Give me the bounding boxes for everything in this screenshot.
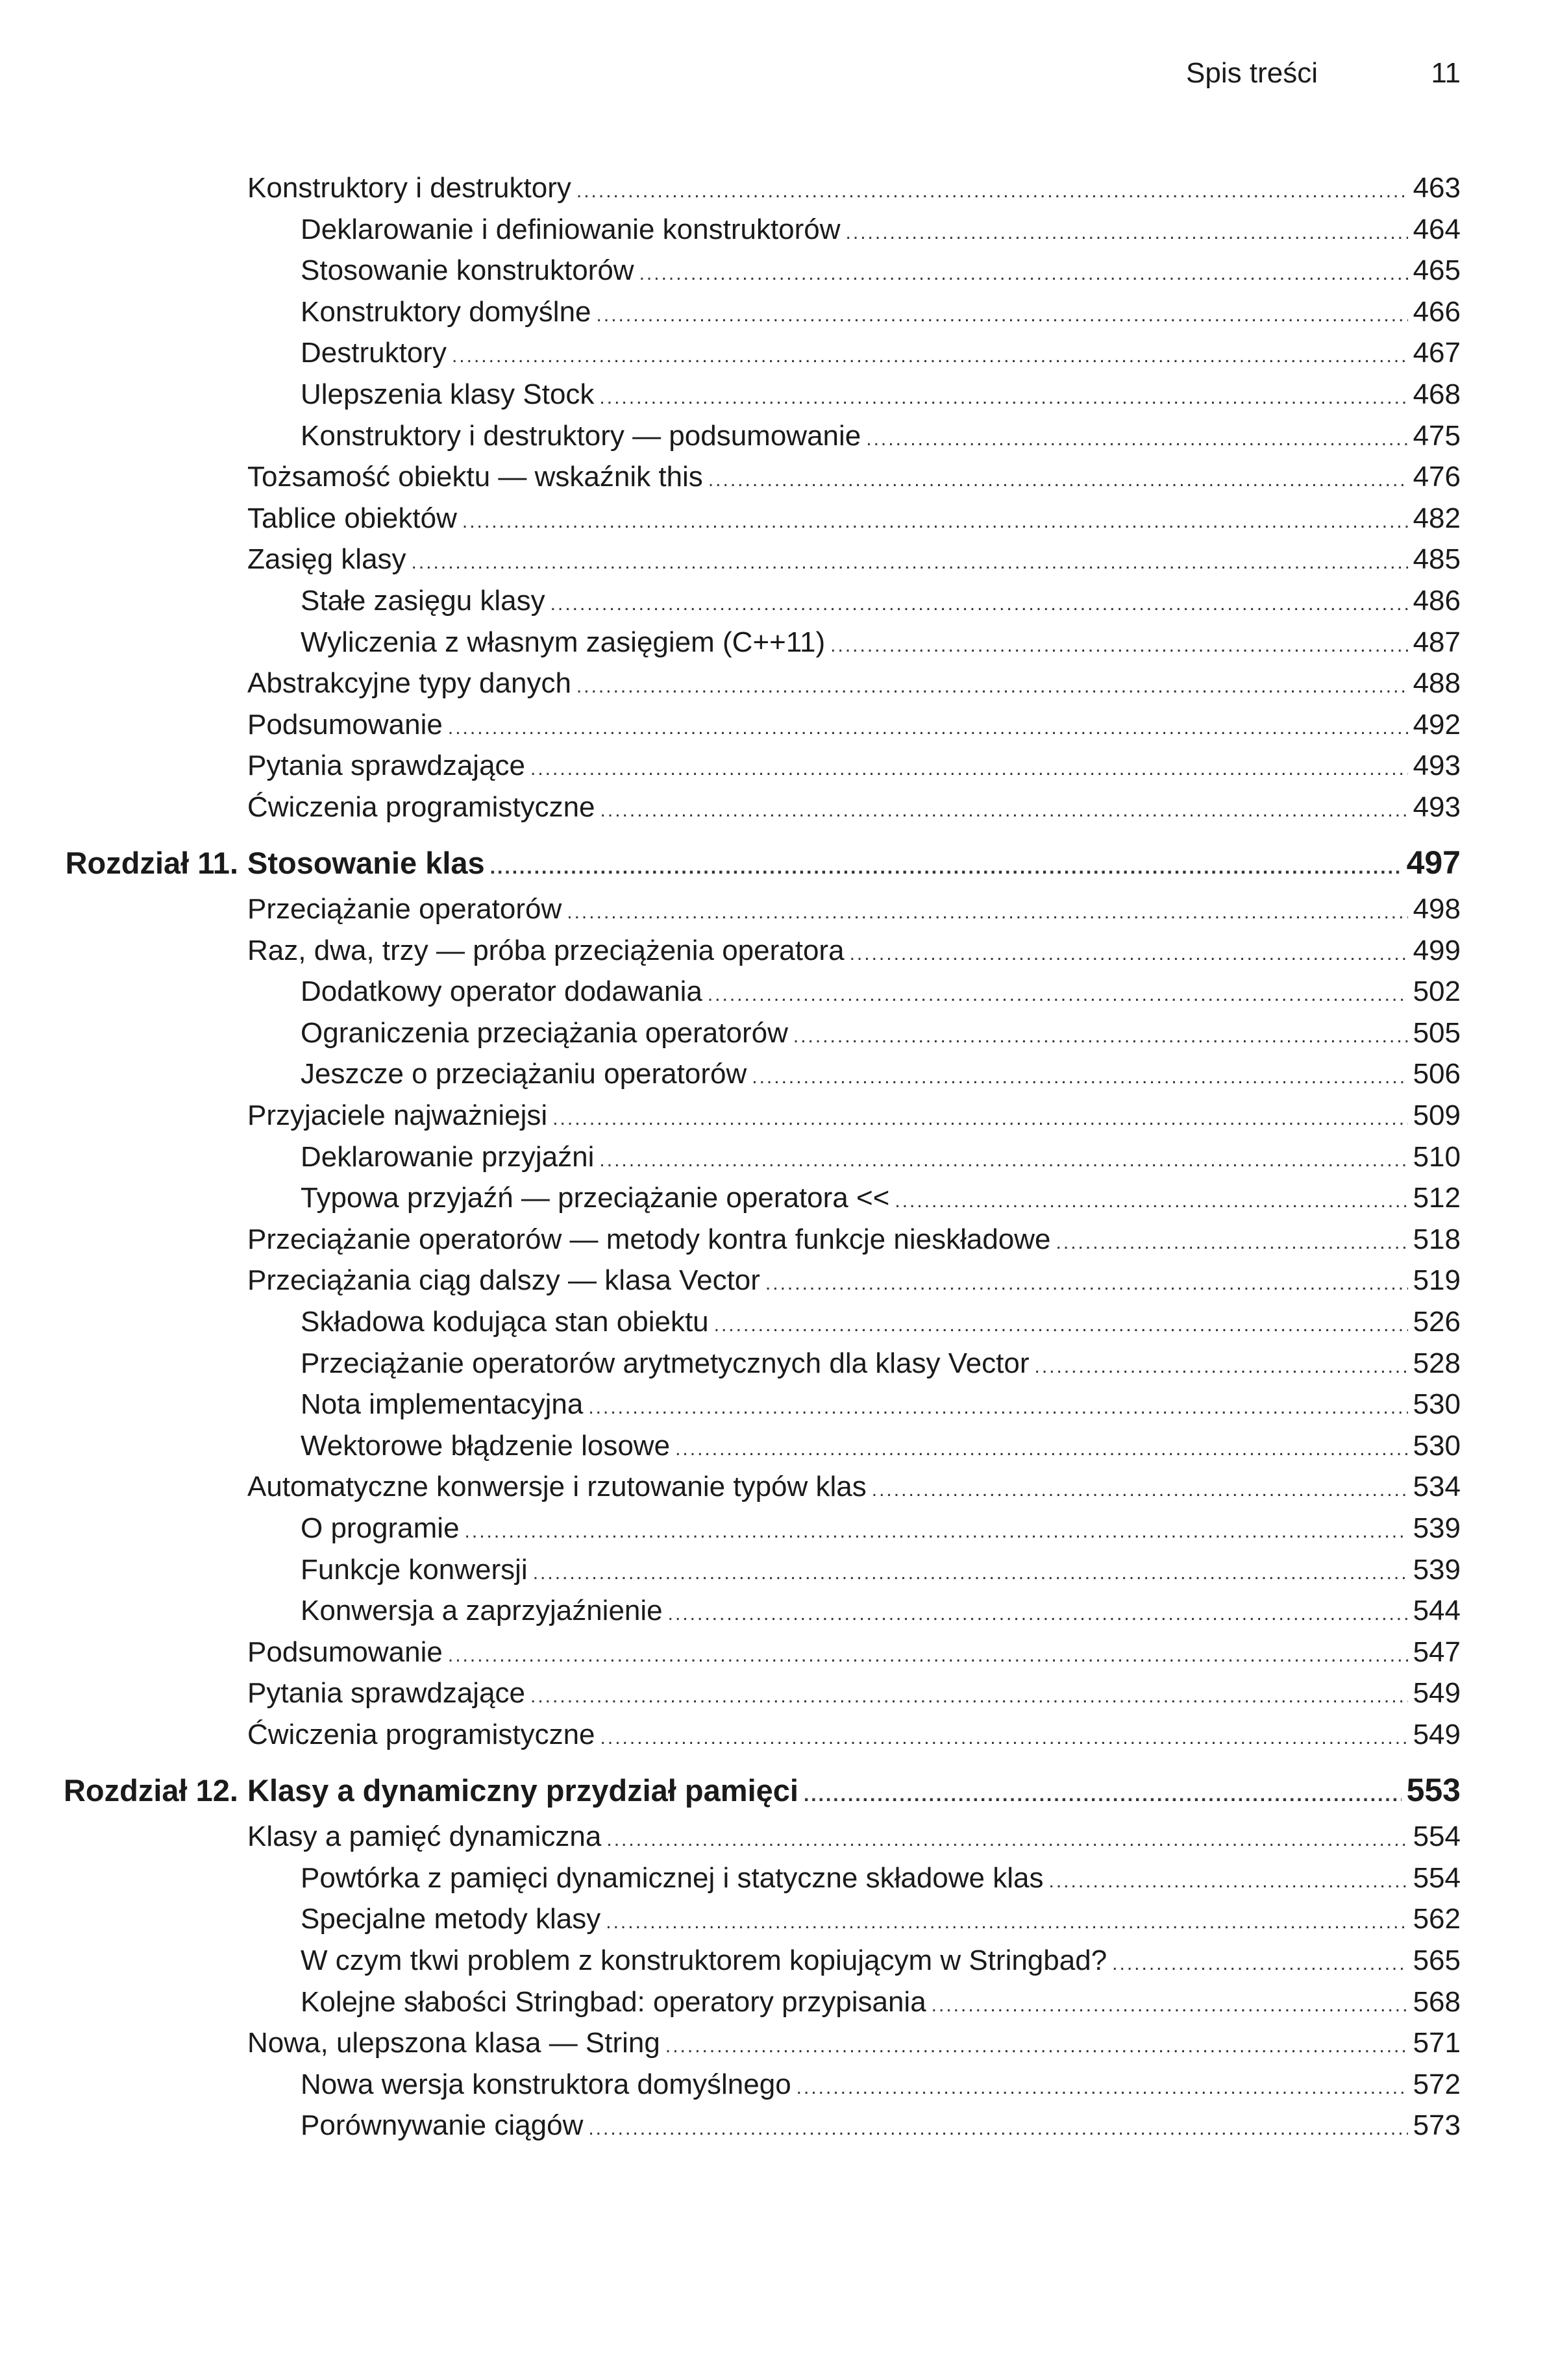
toc-entry <box>301 1343 1461 1384</box>
entry-page-number: 488 <box>1413 667 1461 700</box>
entry-title: Nowa wersja konstruktora domyślnego <box>301 2068 791 2100</box>
entry-title: Porównywanie ciągów <box>301 2109 584 2142</box>
entry-title: Przeciążanie operatorów — metody kontra funkcje nieskładowe <box>247 1223 1051 1255</box>
leader-dots <box>639 253 1408 295</box>
entry-page-number: 505 <box>1413 1016 1461 1049</box>
entry-page-number: 571 <box>1413 2027 1461 2059</box>
entry-page-number: 465 <box>1413 254 1461 287</box>
toc-entry <box>247 498 1461 539</box>
leader-dots <box>412 542 1408 583</box>
toc-entry <box>301 1384 1461 1425</box>
leader-dots <box>675 1429 1408 1470</box>
entry-page-number: 539 <box>1413 1512 1461 1544</box>
toc-entry <box>301 415 1461 457</box>
entry-page-number: 518 <box>1413 1223 1461 1255</box>
leader-dots <box>600 1717 1408 1759</box>
entry-page-number: 568 <box>1413 1985 1461 2018</box>
entry-page-number: 547 <box>1413 1636 1461 1668</box>
entry-page-number: 554 <box>1413 1821 1461 1853</box>
toc-entry <box>301 1012 1461 1054</box>
toc-entry <box>301 2105 1461 2146</box>
entry-page-number: 509 <box>1413 1099 1461 1132</box>
toc-entry <box>247 539 1461 580</box>
toc-entry <box>247 889 1461 930</box>
entry-page-number: 476 <box>1413 461 1461 493</box>
entry-page-number: 554 <box>1413 1861 1461 1894</box>
entry-title: Ograniczenia przeciążania operatorów <box>301 1016 788 1049</box>
toc-entry <box>301 2064 1461 2105</box>
entry-title: Nowa, ulepszona klasa — String <box>247 2027 660 2059</box>
entry-page-number: 497 <box>1406 844 1461 881</box>
leader-dots <box>793 1016 1408 1057</box>
entry-title: Typowa przyjaźń — przeciążanie operatora << <box>301 1182 890 1214</box>
toc-entry <box>301 1898 1461 1940</box>
toc-entry <box>301 1301 1461 1343</box>
entry-title: Podsumowanie <box>247 708 443 741</box>
toc-chapter <box>65 842 1461 884</box>
entry-title: Deklarowanie i definiowanie konstruktorów <box>301 213 841 245</box>
entry-page-number: 467 <box>1413 337 1461 369</box>
entry-title: Pytania sprawdzające <box>247 750 526 782</box>
leader-dots <box>872 1469 1408 1511</box>
entry-page-number: 493 <box>1413 750 1461 782</box>
toc-entry <box>301 971 1461 1012</box>
entry-title: W czym tkwi problem z konstruktorem kopiującym w Stringbad? <box>301 1944 1107 1976</box>
entry-page-number: 530 <box>1413 1388 1461 1421</box>
entry-page-number: 492 <box>1413 708 1461 741</box>
leader-dots <box>606 1902 1407 1943</box>
toc-entry <box>301 1136 1461 1178</box>
entry-page-number: 468 <box>1413 378 1461 410</box>
leader-dots <box>530 1676 1408 1717</box>
toc-entry <box>247 787 1461 828</box>
toc-entry <box>301 209 1461 251</box>
leader-dots <box>1048 1861 1407 1902</box>
entry-page-number: 549 <box>1413 1677 1461 1710</box>
entry-page-number: 549 <box>1413 1718 1461 1750</box>
entry-title: Przeciążania ciąg dalszy — klasa Vector <box>247 1264 760 1297</box>
entry-title: Przeciążanie operatorów arytmetycznych dla klasy Vector <box>301 1347 1030 1379</box>
leader-dots <box>668 1593 1408 1635</box>
toc-entry <box>247 1673 1461 1714</box>
entry-page-number: 466 <box>1413 295 1461 328</box>
entry-page-number: 502 <box>1413 975 1461 1008</box>
entry-title: Konstruktory domyślne <box>301 295 591 328</box>
entry-page-number: 562 <box>1413 1903 1461 1935</box>
entry-page-number: 565 <box>1413 1944 1461 1976</box>
toc-entry <box>301 291 1461 333</box>
entry-title: Zasięg klasy <box>247 543 406 576</box>
toc-entry <box>247 930 1461 972</box>
entry-title: Przyjaciele najważniejsi <box>247 1099 548 1132</box>
entry-page-number: 539 <box>1413 1553 1461 1586</box>
entry-title: Konstruktory i destruktory <box>247 172 571 204</box>
toc-entry <box>247 1714 1461 1756</box>
entry-title: Nota implementacyjna <box>301 1388 584 1421</box>
leader-dots <box>606 1819 1407 1861</box>
leader-dots <box>462 501 1408 543</box>
leader-dots <box>448 1635 1408 1676</box>
entry-page-number: 463 <box>1413 172 1461 204</box>
toc-entry <box>247 745 1461 787</box>
toc-entry <box>301 1425 1461 1467</box>
entry-title: Automatyczne konwersje i rzutowanie typów klas <box>247 1471 867 1503</box>
entry-page-number: 512 <box>1413 1182 1461 1214</box>
entry-page-number: 464 <box>1413 213 1461 245</box>
entry-page-number: 482 <box>1413 502 1461 534</box>
entry-title: Stosowanie konstruktorów <box>301 254 634 287</box>
entry-title: Podsumowanie <box>247 1636 443 1668</box>
entry-title: Ulepszenia klasy Stock <box>301 378 595 410</box>
leader-dots <box>1056 1222 1408 1264</box>
entry-page-number: 530 <box>1413 1429 1461 1462</box>
leader-dots <box>465 1511 1408 1552</box>
leader-dots <box>797 2067 1408 2109</box>
entry-page-number: 486 <box>1413 584 1461 617</box>
leader-dots <box>804 1774 1402 1816</box>
entry-title: Destruktory <box>301 337 447 369</box>
toc-entry <box>247 1219 1461 1260</box>
entry-title: Stałe zasięgu klasy <box>301 584 545 617</box>
toc-entry <box>301 1858 1461 1899</box>
entry-title: Klasy a pamięć dynamiczna <box>247 1821 602 1853</box>
toc-entry <box>247 1632 1461 1673</box>
leader-dots <box>448 707 1408 749</box>
running-header <box>0 51 1545 96</box>
toc-entry <box>247 1260 1461 1301</box>
leader-dots <box>1112 1943 1407 1985</box>
table-of-contents <box>0 167 1545 2146</box>
entry-page-number: 528 <box>1413 1347 1461 1379</box>
entry-title: Przeciążanie operatorów <box>247 893 562 926</box>
toc-entry <box>301 374 1461 415</box>
leader-dots <box>846 212 1408 254</box>
entry-title: Tożsamość obiektu — wskaźnik this <box>247 461 703 493</box>
header-title: Spis treści <box>1186 57 1318 89</box>
leader-dots <box>714 1305 1408 1346</box>
toc-entry <box>247 1816 1461 1858</box>
toc-entry <box>247 167 1461 209</box>
leader-dots <box>597 295 1408 336</box>
leader-dots <box>550 583 1408 625</box>
leader-dots <box>576 666 1408 707</box>
leader-dots <box>665 2026 1408 2067</box>
leader-dots <box>588 2108 1407 2150</box>
leader-dots <box>600 790 1408 831</box>
leader-dots <box>552 1098 1407 1140</box>
leader-dots <box>599 377 1407 419</box>
leader-dots <box>752 1057 1407 1098</box>
entry-title: Ćwiczenia programistyczne <box>247 791 595 823</box>
entry-title: Wektorowe błądzenie losowe <box>301 1429 671 1462</box>
entry-title: Konstruktory i destruktory — podsumowanie <box>301 419 861 452</box>
leader-dots <box>452 336 1408 377</box>
entry-page-number: 573 <box>1413 2109 1461 2142</box>
leader-dots <box>576 171 1408 212</box>
chapter-label: Rozdział 12. <box>63 1773 238 1808</box>
entry-page-number: 487 <box>1413 626 1461 658</box>
leader-dots <box>530 748 1408 790</box>
entry-title: Powtórka z pamięci dynamicznej i statyczne składowe klas <box>301 1861 1044 1894</box>
entry-title: Funkcje konwersji <box>301 1553 528 1586</box>
toc-entry <box>301 1177 1461 1219</box>
entry-page-number: 510 <box>1413 1140 1461 1173</box>
leader-dots <box>490 847 1402 889</box>
entry-page-number: 544 <box>1413 1595 1461 1627</box>
leader-dots <box>708 460 1408 501</box>
leader-dots <box>866 419 1407 460</box>
chapter-title: Stosowanie klas <box>247 845 485 880</box>
entry-title: Abstrakcyjne typy danych <box>247 667 571 700</box>
entry-page-number: 475 <box>1413 419 1461 452</box>
entry-title: Ćwiczenia programistyczne <box>247 1718 595 1750</box>
toc-chapter <box>63 1770 1461 1811</box>
entry-page-number: 498 <box>1413 893 1461 926</box>
toc-entry <box>301 1590 1461 1632</box>
entry-page-number: 485 <box>1413 543 1461 576</box>
leader-dots <box>588 1387 1407 1429</box>
entry-title: Dodatkowy operator dodawania <box>301 975 702 1008</box>
entry-title: Deklarowanie przyjaźni <box>301 1140 595 1173</box>
entry-title: Jeszcze o przeciążaniu operatorów <box>301 1058 747 1090</box>
chapter-title: Klasy a dynamiczny przydział pamięci <box>247 1773 798 1808</box>
entry-title: Konwersja a zaprzyjaźnienie <box>301 1595 663 1627</box>
toc-entry <box>301 1053 1461 1095</box>
entry-page-number: 534 <box>1413 1471 1461 1503</box>
leader-dots <box>765 1263 1408 1305</box>
leader-dots <box>708 974 1408 1016</box>
toc-entry <box>247 1095 1461 1136</box>
toc-entry <box>301 1940 1461 1981</box>
entry-page-number: 526 <box>1413 1306 1461 1338</box>
entry-page-number: 553 <box>1406 1771 1461 1808</box>
toc-entry <box>301 622 1461 663</box>
entry-title: Raz, dwa, trzy — próba przeciążenia operatora <box>247 934 845 966</box>
toc-entry <box>247 663 1461 704</box>
toc-entry <box>247 1466 1461 1508</box>
entry-title: O programie <box>301 1512 460 1544</box>
leader-dots <box>1035 1346 1408 1388</box>
entry-title: Wyliczenia z własnym zasięgiem (C++11) <box>301 626 826 658</box>
leader-dots <box>932 1985 1408 2026</box>
leader-dots <box>895 1181 1407 1222</box>
toc-entry <box>301 1981 1461 2023</box>
page-number: 11 <box>1431 57 1461 89</box>
toc-entry <box>301 1508 1461 1549</box>
toc-entry <box>247 2022 1461 2064</box>
entry-page-number: 499 <box>1413 934 1461 966</box>
entry-title: Tablice obiektów <box>247 502 457 534</box>
entry-page-number: 493 <box>1413 791 1461 823</box>
entry-title: Kolejne słabości Stringbad: operatory przypisania <box>301 1985 926 2018</box>
entry-page-number: 519 <box>1413 1264 1461 1297</box>
chapter-label: Rozdział 11. <box>65 845 238 880</box>
entry-title: Składowa kodująca stan obiektu <box>301 1306 709 1338</box>
toc-entry <box>247 704 1461 746</box>
entry-page-number: 506 <box>1413 1058 1461 1090</box>
leader-dots <box>599 1140 1407 1181</box>
leader-dots <box>567 892 1407 933</box>
toc-entry <box>301 332 1461 374</box>
leader-dots <box>830 625 1407 667</box>
toc-entry <box>247 456 1461 498</box>
leader-dots <box>850 933 1408 975</box>
toc-entry <box>301 580 1461 622</box>
entry-title: Pytania sprawdzające <box>247 1677 526 1710</box>
leader-dots <box>533 1552 1408 1594</box>
entry-title: Specjalne metody klasy <box>301 1903 601 1935</box>
toc-entry <box>301 250 1461 291</box>
entry-page-number: 572 <box>1413 2068 1461 2100</box>
toc-entry <box>301 1549 1461 1591</box>
